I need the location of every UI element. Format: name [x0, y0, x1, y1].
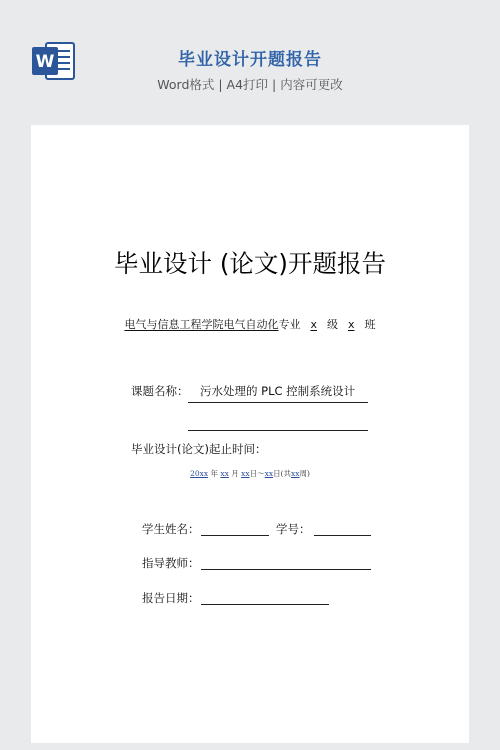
report-date-label: 报告日期： [142, 591, 200, 605]
document-page [31, 125, 469, 743]
start-year: 20xx [190, 469, 209, 478]
document-title: 毕业设计 (论文)开题报告 [114, 249, 386, 278]
word-icon-letter: W [35, 52, 55, 72]
end-day: xx [264, 469, 274, 478]
start-day: xx [241, 469, 250, 478]
grade-label: 级 [327, 318, 338, 331]
topic-underline-2[interactable] [188, 430, 368, 431]
advisor-field[interactable] [201, 569, 371, 570]
report-date-field[interactable] [201, 604, 329, 605]
student-no-label: 学号： [276, 522, 311, 536]
major-suffix: 专业 [278, 318, 301, 331]
advisor-label: 指导教师： [142, 556, 200, 570]
end-label: 日(共 [273, 469, 291, 478]
topic-underline [188, 402, 368, 403]
grade-value: x [310, 318, 317, 331]
major-name: 电气自动化 [223, 318, 279, 331]
class-value: x [348, 318, 355, 331]
student-no-field[interactable] [314, 535, 371, 536]
student-name-field[interactable] [201, 535, 269, 536]
topic-value[interactable]: 污水处理的 PLC 控制系统设计 [200, 384, 356, 398]
page-subtitle: Word格式 | A4打印 | 内容可更改 [157, 77, 343, 92]
weeks-value: xx [291, 469, 300, 478]
student-name-label: 学生姓名： [142, 522, 200, 536]
topic-label: 课题名称： [131, 384, 189, 398]
page-heading: 毕业设计开题报告 [178, 50, 322, 70]
class-label: 班 [364, 318, 376, 331]
start-month: xx [220, 469, 229, 478]
college-name: 电气与信息工程学院 [124, 318, 224, 331]
month-label: 月 [231, 469, 239, 478]
weeks-label: 周) [299, 469, 310, 478]
year-label: 年 [210, 469, 218, 478]
department-line [31, 316, 469, 332]
period-label: 毕业设计(论文)起止时间： [131, 442, 267, 456]
day-label: 日〜 [249, 469, 265, 478]
period-dates[interactable] [31, 468, 469, 479]
